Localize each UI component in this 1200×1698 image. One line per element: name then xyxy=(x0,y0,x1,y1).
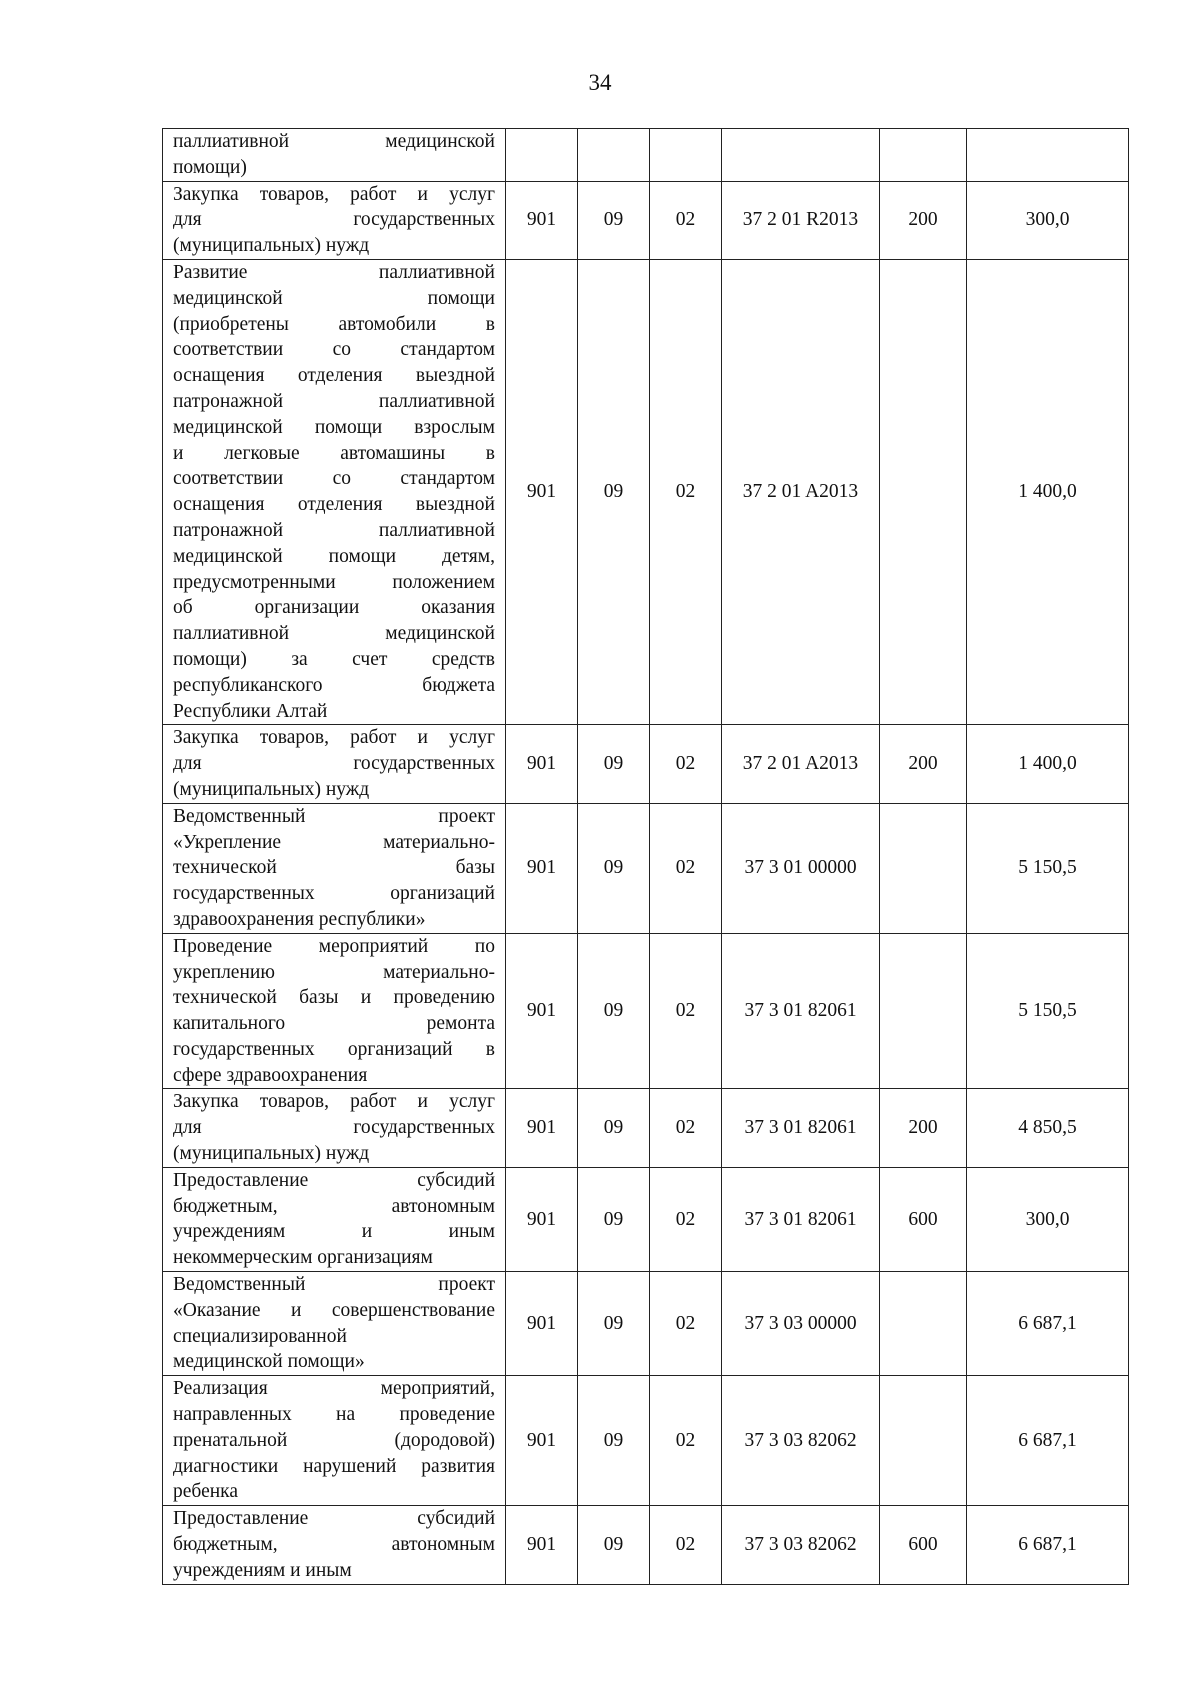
subsection-code-cell: 02 xyxy=(650,259,722,724)
item-name-line: помощи) за счет средств xyxy=(173,648,495,670)
item-name-line: Реализация мероприятий, xyxy=(173,1378,495,1400)
item-name-line: паллиативной медицинской xyxy=(173,623,495,645)
item-name-line: Развитие паллиативной xyxy=(173,261,495,283)
section-code-cell: 09 xyxy=(578,181,650,259)
item-name-line: предусмотренными положением xyxy=(173,571,495,593)
target-article-cell: 37 3 01 00000 xyxy=(722,803,880,933)
ministry-code-cell xyxy=(506,129,578,182)
expense-type-cell xyxy=(880,1272,967,1376)
item-name-line: (муниципальных) нужд xyxy=(173,235,370,257)
item-name-line: пренатальной (дородовой) xyxy=(173,1429,495,1451)
section-code-cell xyxy=(578,129,650,182)
item-name-line: (муниципальных) нужд xyxy=(173,1143,370,1165)
item-name-cell xyxy=(163,933,506,1089)
expense-type-cell: 200 xyxy=(880,725,967,803)
target-article-cell: 37 3 01 82061 xyxy=(722,1167,880,1271)
amount-cell: 6 687,1 xyxy=(967,1272,1129,1376)
ministry-code-cell: 901 xyxy=(506,803,578,933)
budget-table xyxy=(162,128,1129,1585)
item-name-line: здравоохранения республики» xyxy=(173,908,426,930)
section-code-cell: 09 xyxy=(578,933,650,1089)
section-code-cell: 09 xyxy=(578,1376,650,1506)
ministry-code-cell: 901 xyxy=(506,259,578,724)
item-name-line: «Оказание и совершенствование xyxy=(173,1299,495,1321)
target-article-cell: 37 2 01 A2013 xyxy=(722,259,880,724)
item-name-line: специализированной xyxy=(173,1325,347,1347)
item-name-cell xyxy=(163,1167,506,1271)
item-name-line: Закупка товаров, работ и услуг xyxy=(173,183,495,205)
target-article-cell: 37 3 03 82062 xyxy=(722,1376,880,1506)
subsection-code-cell xyxy=(650,129,722,182)
item-name-line: медицинской помощи детям, xyxy=(173,545,495,567)
item-name-cell xyxy=(163,129,506,182)
item-name-cell xyxy=(163,1089,506,1167)
target-article-cell: 37 2 01 R2013 xyxy=(722,181,880,259)
ministry-code-cell: 901 xyxy=(506,1376,578,1506)
subsection-code-cell: 02 xyxy=(650,181,722,259)
table-row xyxy=(163,1272,1129,1376)
expense-type-cell: 600 xyxy=(880,1167,967,1271)
amount-cell: 300,0 xyxy=(967,1167,1129,1271)
amount-cell: 5 150,5 xyxy=(967,933,1129,1089)
item-name-line: (муниципальных) нужд xyxy=(173,778,370,800)
ministry-code-cell: 901 xyxy=(506,1506,578,1584)
item-name-line: об организации оказания xyxy=(173,597,495,619)
ministry-code-cell: 901 xyxy=(506,1089,578,1167)
item-name-line: Предоставление субсидий xyxy=(173,1169,495,1191)
target-article-cell: 37 3 03 82062 xyxy=(722,1506,880,1584)
item-name-line: (приобретены автомобили в xyxy=(173,313,495,335)
item-name-line: оснащения отделения выездной xyxy=(173,494,495,516)
expense-type-cell xyxy=(880,1376,967,1506)
amount-cell: 1 400,0 xyxy=(967,725,1129,803)
item-name-line: помощи) xyxy=(173,156,247,178)
amount-cell: 1 400,0 xyxy=(967,259,1129,724)
item-name-line: для государственных xyxy=(173,753,495,775)
item-name-cell xyxy=(163,1376,506,1506)
table-row xyxy=(163,181,1129,259)
section-code-cell: 09 xyxy=(578,1506,650,1584)
item-name-line: учреждениям и иным xyxy=(173,1559,352,1581)
subsection-code-cell: 02 xyxy=(650,803,722,933)
item-name-line: патронажной паллиативной xyxy=(173,390,495,412)
ministry-code-cell: 901 xyxy=(506,725,578,803)
item-name-cell xyxy=(163,725,506,803)
item-name-line: Закупка товаров, работ и услуг xyxy=(173,727,495,749)
item-name-line: Закупка товаров, работ и услуг xyxy=(173,1091,495,1113)
target-article-cell: 37 3 01 82061 xyxy=(722,1089,880,1167)
item-name-line: некоммерческим организациям xyxy=(173,1247,433,1269)
item-name-line: для государственных xyxy=(173,209,495,231)
item-name-line: Предоставление субсидий xyxy=(173,1508,495,1530)
table-row xyxy=(163,1376,1129,1506)
item-name-line: патронажной паллиативной xyxy=(173,519,495,541)
table-body xyxy=(163,129,1129,1585)
item-name-line: соответствии со стандартом xyxy=(173,339,495,361)
target-article-cell: 37 2 01 A2013 xyxy=(722,725,880,803)
section-code-cell: 09 xyxy=(578,803,650,933)
amount-cell: 6 687,1 xyxy=(967,1506,1129,1584)
section-code-cell: 09 xyxy=(578,1272,650,1376)
subsection-code-cell: 02 xyxy=(650,1089,722,1167)
item-name-line: республиканского бюджета xyxy=(173,674,495,696)
item-name-line: Проведение мероприятий по xyxy=(173,935,495,957)
item-name-line: «Укрепление материально- xyxy=(173,831,495,853)
table-row xyxy=(163,129,1129,182)
expense-type-cell: 200 xyxy=(880,181,967,259)
item-name-line: государственных организаций xyxy=(173,883,495,905)
item-name-line: бюджетным, автономным xyxy=(173,1534,495,1556)
expense-type-cell xyxy=(880,259,967,724)
item-name-line: паллиативной медицинской xyxy=(173,131,495,152)
amount-cell xyxy=(967,129,1129,182)
subsection-code-cell: 02 xyxy=(650,725,722,803)
item-name-line: и легковые автомашины в xyxy=(173,442,495,464)
subsection-code-cell: 02 xyxy=(650,1376,722,1506)
item-name-line: медицинской помощи» xyxy=(173,1351,365,1373)
item-name-line: оснащения отделения выездной xyxy=(173,365,495,387)
item-name-line: соответствии со стандартом xyxy=(173,468,495,490)
item-name-line: технической базы xyxy=(173,857,495,879)
item-name-line: диагностики нарушений развития xyxy=(173,1455,495,1477)
item-name-line: медицинской помощи взрослым xyxy=(173,416,495,438)
page-number: 34 xyxy=(588,70,612,95)
expense-type-cell xyxy=(880,129,967,182)
item-name-line: бюджетным, автономным xyxy=(173,1195,495,1217)
table-row xyxy=(163,1089,1129,1167)
expense-type-cell xyxy=(880,933,967,1089)
table-row xyxy=(163,933,1129,1089)
target-article-cell xyxy=(722,129,880,182)
amount-cell: 4 850,5 xyxy=(967,1089,1129,1167)
item-name-line: учреждениям и иным xyxy=(173,1221,495,1243)
amount-cell: 300,0 xyxy=(967,181,1129,259)
table-row xyxy=(163,803,1129,933)
expense-type-cell xyxy=(880,803,967,933)
subsection-code-cell: 02 xyxy=(650,933,722,1089)
item-name-cell xyxy=(163,803,506,933)
item-name-line: Ведомственный проект xyxy=(173,805,495,827)
amount-cell: 5 150,5 xyxy=(967,803,1129,933)
item-name-line: медицинской помощи xyxy=(173,287,495,309)
ministry-code-cell: 901 xyxy=(506,933,578,1089)
item-name-line: технической базы и проведению xyxy=(173,987,495,1009)
item-name-line: Ведомственный проект xyxy=(173,1274,495,1296)
ministry-code-cell: 901 xyxy=(506,181,578,259)
table-row xyxy=(163,1167,1129,1271)
item-name-line: ребенка xyxy=(173,1481,238,1503)
amount-cell: 6 687,1 xyxy=(967,1376,1129,1506)
item-name-line: капитального ремонта xyxy=(173,1013,495,1035)
item-name-line: укреплению материально- xyxy=(173,961,495,983)
item-name-line: сфере здравоохранения xyxy=(173,1064,368,1086)
item-name-line: Республики Алтай xyxy=(173,700,328,722)
expense-type-cell: 600 xyxy=(880,1506,967,1584)
table-row xyxy=(163,1506,1129,1584)
expense-type-cell: 200 xyxy=(880,1089,967,1167)
section-code-cell: 09 xyxy=(578,725,650,803)
ministry-code-cell: 901 xyxy=(506,1272,578,1376)
item-name-line: для государственных xyxy=(173,1117,495,1139)
table-row xyxy=(163,259,1129,724)
target-article-cell: 37 3 03 00000 xyxy=(722,1272,880,1376)
subsection-code-cell: 02 xyxy=(650,1506,722,1584)
item-name-cell xyxy=(163,1506,506,1584)
item-name-cell xyxy=(163,1272,506,1376)
ministry-code-cell: 901 xyxy=(506,1167,578,1271)
item-name-cell xyxy=(163,181,506,259)
table-row xyxy=(163,725,1129,803)
subsection-code-cell: 02 xyxy=(650,1167,722,1271)
section-code-cell: 09 xyxy=(578,1089,650,1167)
item-name-line: направленных на проведение xyxy=(173,1404,495,1426)
item-name-cell xyxy=(163,259,506,724)
subsection-code-cell: 02 xyxy=(650,1272,722,1376)
item-name-line: государственных организаций в xyxy=(173,1038,495,1060)
section-code-cell: 09 xyxy=(578,1167,650,1271)
section-code-cell: 09 xyxy=(578,259,650,724)
target-article-cell: 37 3 01 82061 xyxy=(722,933,880,1089)
